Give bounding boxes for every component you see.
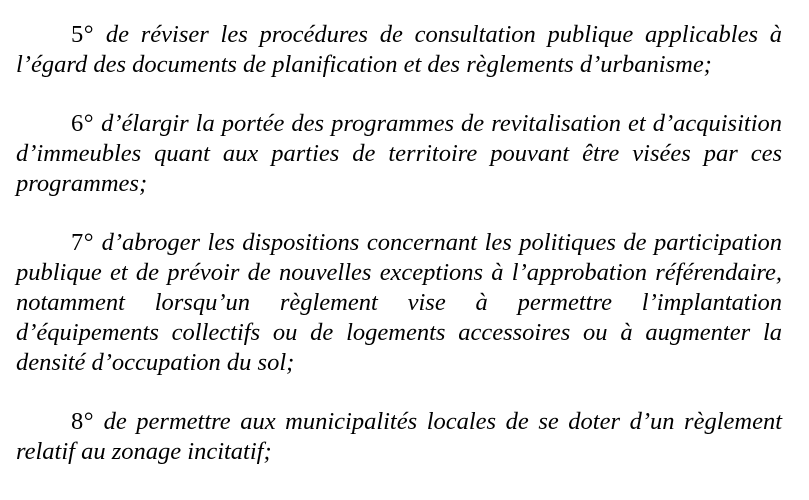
document-page: [16, 20, 782, 496]
paragraph-7: [16, 228, 782, 378]
paragraph-text: d’abroger les dispositions concernant les politiques de participation publique et de prévoir de nouvelles exceptions à l’approbation référendaire, notamment lorsqu’un règlement vise à permettre l’implantation d’équipements collectifs ou de logements accessoires ou à augmenter la densité d’occupation du sol;: [16, 229, 783, 376]
paragraph-number: 5°: [71, 21, 95, 48]
paragraph-6: [16, 109, 782, 199]
paragraph-5: [16, 20, 782, 80]
paragraph-text: de permettre aux municipalités locales de se doter d’un règlement relatif au zonage incitatif;: [16, 408, 782, 465]
paragraph-number: 7°: [71, 229, 95, 256]
paragraph-number: 8°: [71, 408, 95, 435]
paragraph-text: de réviser les procédures de consultation publique applicables à l’égard des documents de planification et des règlements d’urbanisme;: [16, 21, 783, 78]
paragraph-text: d’élargir la portée des programmes de revitalisation et d’acquisition d’immeubles quant aux parties de territoire pouvant être visées par ces programmes;: [16, 110, 782, 197]
paragraph-number: 6°: [71, 110, 95, 137]
paragraph-8: [16, 407, 782, 467]
